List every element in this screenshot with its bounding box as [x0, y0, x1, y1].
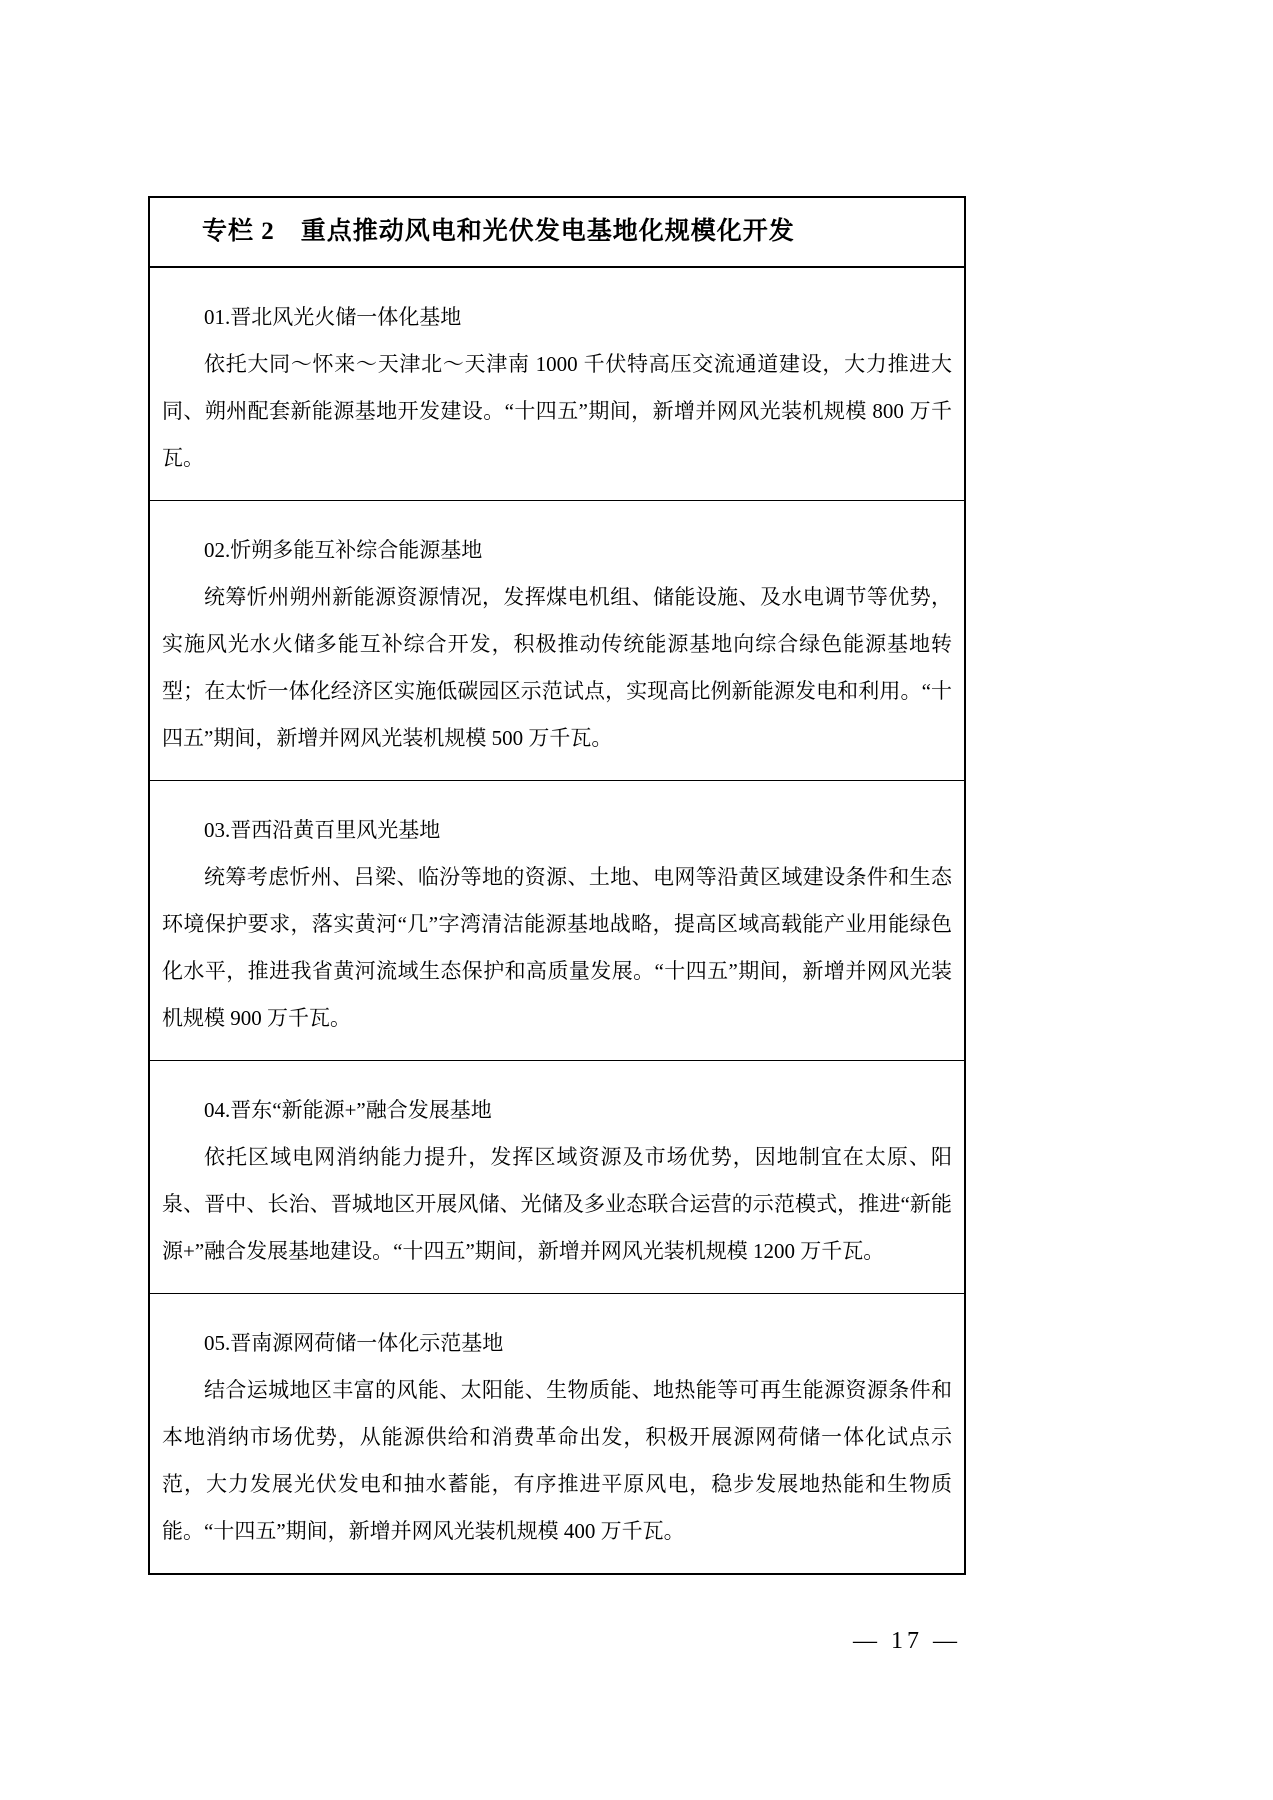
highlight-box [148, 196, 966, 1575]
section-02-title: 02.忻朔多能互补综合能源基地 [204, 538, 483, 562]
section-04 [150, 1061, 964, 1294]
section-02 [150, 501, 964, 781]
section-04-title: 04.晋东“新能源+”融合发展基地 [204, 1098, 492, 1122]
section-05-title: 05.晋南源网荷储一体化示范基地 [204, 1331, 504, 1355]
section-01-body: 依托大同～怀来～天津北～天津南 1000 千伏特高压交流通道建设，大力推进大同、朔州配套新能源基地开发建设。“十四五”期间，新增并网风光装机规模 800 万千瓦。 [162, 352, 952, 470]
section-04-body: 依托区域电网消纳能力提升，发挥区域资源及市场优势，因地制宜在太原、阳泉、晋中、长治、晋城地区开展风储、光储及多业态联合运营的示范模式，推进“新能源+”融合发展基地建设。“十四五”期间，新增并网风光装机规模 1200 万千瓦。 [162, 1145, 952, 1263]
section-05 [150, 1294, 964, 1573]
section-03 [150, 781, 964, 1061]
section-02-body: 统筹忻州朔州新能源资源情况，发挥煤电机组、储能设施、及水电调节等优势，实施风光水火储多能互补综合开发，积极推动传统能源基地向综合绿色能源基地转型；在太忻一体化经济区实施低碳园区示范试点，实现高比例新能源发电和利用。“十四五”期间，新增并网风光装机规模 500 万千瓦。 [162, 585, 952, 750]
section-03-body: 统筹考虑忻州、吕梁、临汾等地的资源、土地、电网等沿黄区域建设条件和生态环境保护要求，落实黄河“几”字湾清洁能源基地战略，提高区域高载能产业用能绿色化水平，推进我省黄河流域生态保护和高质量发展。“十四五”期间，新增并网风光装机规模 900 万千瓦。 [162, 865, 952, 1030]
section-03-title: 03.晋西沿黄百里风光基地 [204, 818, 441, 842]
section-05-body: 结合运城地区丰富的风能、太阳能、生物质能、地热能等可再生能源资源条件和本地消纳市场优势，从能源供给和消费革命出发，积极开展源网荷储一体化试点示范，大力发展光伏发电和抽水蓄能，有序推进平原风电，稳步发展地热能和生物质能。“十四五”期间，新增并网风光装机规模 400 万千瓦。 [162, 1378, 952, 1543]
section-01 [150, 268, 964, 501]
box-header-title: 专栏 2 重点推动风电和光伏发电基地化规模化开发 [150, 198, 964, 268]
section-01-title: 01.晋北风光火储一体化基地 [204, 305, 462, 329]
page-number: — 17 — [853, 1628, 961, 1654]
